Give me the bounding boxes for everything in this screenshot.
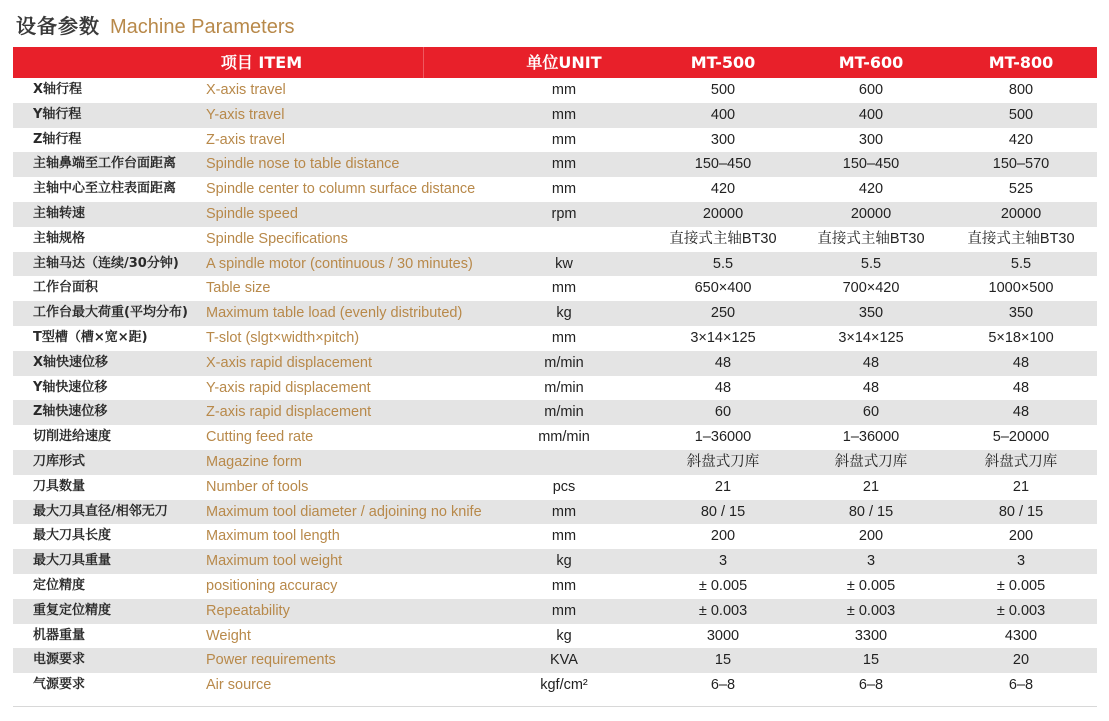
param-name-en: Maximum tool weight <box>206 553 343 570</box>
value-mt600: 6–8 <box>858 677 884 694</box>
param-name-en: positioning accuracy <box>206 577 338 594</box>
value-mt800: 4300 <box>1004 627 1038 644</box>
value-mt500: 3 <box>718 553 728 570</box>
value-mt500: 300 <box>710 131 736 148</box>
param-unit: kgf/cm² <box>540 677 588 694</box>
param-name-cn: 刀具数量 <box>33 478 86 494</box>
value-mt600: 5.5 <box>860 255 882 272</box>
value-mt600: 700×420 <box>842 280 900 297</box>
value-mt800: 1000×500 <box>988 280 1054 297</box>
table-row <box>13 500 1097 525</box>
table-row <box>13 524 1097 549</box>
value-mt600: 斜盘式刀库 <box>834 453 908 470</box>
header-item: 项目 ITEM <box>220 53 303 72</box>
value-mt800: 350 <box>1008 305 1034 322</box>
param-name-en: Magazine form <box>206 453 302 470</box>
table-row <box>13 177 1097 202</box>
param-name-en: Cutting feed rate <box>206 429 314 446</box>
table-row <box>13 425 1097 450</box>
table-row <box>13 152 1097 177</box>
param-unit: m/min <box>544 379 584 396</box>
value-mt500: 15 <box>714 652 732 669</box>
value-mt800: 200 <box>1008 528 1034 545</box>
value-mt800: 48 <box>1012 379 1030 396</box>
param-name-cn: 电源要求 <box>33 652 86 668</box>
value-mt800: 5×18×100 <box>988 329 1054 346</box>
value-mt500: 48 <box>714 354 732 371</box>
param-unit: rpm <box>551 205 577 222</box>
value-mt800: 3 <box>1016 553 1026 570</box>
param-name-en: Repeatability <box>206 602 290 619</box>
value-mt600: 48 <box>862 354 880 371</box>
param-name-cn: 主轴转速 <box>33 205 86 221</box>
param-unit: mm <box>551 528 577 545</box>
value-mt800: 21 <box>1012 478 1030 495</box>
value-mt800: 800 <box>1008 82 1034 98</box>
param-name-en: Spindle center to column surface distance <box>206 181 476 198</box>
value-mt500: 20000 <box>702 205 744 222</box>
param-unit: mm <box>551 280 577 297</box>
value-mt600: ± 0.003 <box>846 602 896 619</box>
value-mt600: 48 <box>862 379 880 396</box>
value-mt500: 500 <box>710 82 736 98</box>
value-mt500: 直接式主轴BT30 <box>669 230 777 247</box>
page-title-english: Machine Parameters <box>110 16 295 38</box>
param-name-en: Spindle nose to table distance <box>206 156 400 173</box>
table-row <box>13 276 1097 301</box>
table-bottom-divider <box>13 706 1097 707</box>
param-name-en: Air source <box>206 677 272 694</box>
param-name-cn: 定位精度 <box>33 577 86 593</box>
value-mt600: 3300 <box>854 627 888 644</box>
param-name-cn: 气源要求 <box>33 677 86 693</box>
table-row <box>13 599 1097 624</box>
value-mt800: 5–20000 <box>992 429 1050 446</box>
header-model-mt500: MT-500 <box>690 53 756 72</box>
param-name-en: Spindle Specifications <box>206 230 348 247</box>
value-mt500: 6–8 <box>710 677 736 694</box>
value-mt600: 350 <box>858 305 884 322</box>
table-row <box>13 400 1097 425</box>
param-name-cn: 最大刀具直径/相邻无刀 <box>33 503 168 519</box>
value-mt500: 250 <box>710 305 736 322</box>
value-mt500: 48 <box>714 379 732 396</box>
param-name-en: X-axis travel <box>206 82 286 98</box>
value-mt600: 300 <box>858 131 884 148</box>
table-body <box>13 78 1097 698</box>
value-mt600: 3 <box>866 553 876 570</box>
param-name-en: X-axis rapid displacement <box>206 354 373 371</box>
param-name-cn: 最大刀具重量 <box>33 553 112 569</box>
param-unit: mm <box>551 181 577 198</box>
value-mt500: ± 0.003 <box>698 602 748 619</box>
value-mt500: 80 / 15 <box>700 503 746 520</box>
param-unit: pcs <box>552 478 576 495</box>
param-name-cn: X轴行程 <box>33 82 83 97</box>
value-mt600: 200 <box>858 528 884 545</box>
value-mt600: 80 / 15 <box>848 503 894 520</box>
param-unit: kg <box>556 305 572 322</box>
param-name-en: Weight <box>206 627 251 644</box>
param-name-en: A spindle motor (continuous / 30 minutes) <box>206 255 473 272</box>
header-unit: 单位UNIT <box>526 53 602 72</box>
value-mt500: 5.5 <box>712 255 734 272</box>
value-mt500: 200 <box>710 528 736 545</box>
value-mt600: 60 <box>862 404 880 421</box>
param-name-cn: 刀库形式 <box>33 453 86 469</box>
table-row <box>13 376 1097 401</box>
param-name-cn: X轴快速位移 <box>33 354 109 370</box>
param-unit: kg <box>556 627 572 644</box>
value-mt500: 400 <box>710 106 736 123</box>
table-row <box>13 574 1097 599</box>
param-name-en: Maximum tool diameter / adjoining no knife <box>206 503 482 520</box>
value-mt800: 48 <box>1012 404 1030 421</box>
value-mt800: 48 <box>1012 354 1030 371</box>
value-mt500: 1–36000 <box>694 429 752 446</box>
value-mt800: 斜盘式刀库 <box>984 453 1058 470</box>
table-row <box>13 202 1097 227</box>
value-mt800: 420 <box>1008 131 1034 148</box>
table-row <box>13 252 1097 277</box>
value-mt500: 3×14×125 <box>690 329 756 346</box>
param-name-en: Z-axis rapid displacement <box>206 404 372 421</box>
param-name-cn: T型槽（槽×宽×距) <box>33 329 148 345</box>
param-unit: mm/min <box>538 429 590 446</box>
value-mt600: 1–36000 <box>842 429 900 446</box>
param-unit: mm <box>551 577 577 594</box>
value-mt500: 420 <box>710 181 736 198</box>
param-name-en: T-slot (slgt×width×pitch) <box>206 329 360 346</box>
table-row <box>13 450 1097 475</box>
param-name-en: Maximum table load (evenly distributed) <box>206 305 463 322</box>
value-mt800: 500 <box>1008 106 1034 123</box>
param-name-en: Y-axis travel <box>206 106 285 123</box>
param-name-cn: 主轴规格 <box>33 230 86 246</box>
value-mt600: ± 0.005 <box>846 577 896 594</box>
parameters-table <box>13 47 1097 698</box>
value-mt500: ± 0.005 <box>698 577 748 594</box>
value-mt800: 150–570 <box>992 156 1050 173</box>
table-row <box>13 673 1097 698</box>
table-row <box>13 648 1097 673</box>
param-unit: mm <box>551 156 577 173</box>
value-mt800: 6–8 <box>1008 677 1034 694</box>
param-name-cn: 工作台面积 <box>33 280 99 296</box>
header-divider <box>423 47 424 78</box>
param-unit: kw <box>555 255 573 272</box>
param-unit: mm <box>551 329 577 346</box>
value-mt600: 15 <box>862 652 880 669</box>
value-mt800: 525 <box>1008 181 1034 198</box>
param-unit: mm <box>551 503 577 520</box>
param-name-en: Number of tools <box>206 478 309 495</box>
header-model-mt600: MT-600 <box>838 53 904 72</box>
table-header <box>13 47 1097 78</box>
value-mt600: 21 <box>862 478 880 495</box>
value-mt800: 5.5 <box>1010 255 1032 272</box>
param-name-en: Spindle speed <box>206 205 298 222</box>
param-name-en: Table size <box>206 280 271 297</box>
param-unit: KVA <box>550 652 578 669</box>
value-mt600: 420 <box>858 181 884 198</box>
table-row <box>13 475 1097 500</box>
value-mt500: 60 <box>714 404 732 421</box>
param-name-en: Y-axis rapid displacement <box>206 379 371 396</box>
table-row <box>13 326 1097 351</box>
param-name-cn: 重复定位精度 <box>33 602 112 618</box>
param-name-cn: 工作台最大荷重(平均分布) <box>33 305 188 321</box>
param-name-cn: Y轴行程 <box>33 106 82 122</box>
table-row <box>13 301 1097 326</box>
param-name-cn: 切削进给速度 <box>33 429 112 445</box>
page-title <box>16 10 295 42</box>
value-mt500: 21 <box>714 478 732 495</box>
table-row <box>13 128 1097 153</box>
param-name-cn: 机器重量 <box>33 627 86 643</box>
value-mt800: 20 <box>1012 652 1030 669</box>
value-mt500: 150–450 <box>694 156 752 173</box>
param-name-cn: Y轴快速位移 <box>33 379 108 395</box>
param-unit: m/min <box>544 404 584 421</box>
value-mt500: 3000 <box>706 627 740 644</box>
value-mt500: 斜盘式刀库 <box>686 453 760 470</box>
value-mt600: 150–450 <box>842 156 900 173</box>
table-row <box>13 549 1097 574</box>
table-row <box>13 351 1097 376</box>
table-row <box>13 78 1097 103</box>
param-unit: mm <box>551 131 577 148</box>
value-mt500: 650×400 <box>694 280 752 297</box>
value-mt800: 直接式主轴BT30 <box>967 230 1075 247</box>
param-name-cn: 主轴马达（连续/30分钟) <box>33 255 179 271</box>
param-name-cn: 最大刀具长度 <box>33 528 112 544</box>
param-name-en: Power requirements <box>206 652 336 669</box>
table-row <box>13 227 1097 252</box>
value-mt600: 400 <box>858 106 884 123</box>
param-unit <box>499 450 629 475</box>
param-name-cn: Z轴快速位移 <box>33 404 108 420</box>
param-name-cn: 主轴鼻端至工作台面距离 <box>33 156 177 172</box>
value-mt600: 20000 <box>850 205 892 222</box>
param-unit: mm <box>551 602 577 619</box>
value-mt600: 3×14×125 <box>838 329 904 346</box>
value-mt600: 直接式主轴BT30 <box>817 230 925 247</box>
param-unit: mm <box>551 106 577 123</box>
param-unit: mm <box>551 82 577 98</box>
header-model-mt800: MT-800 <box>988 53 1054 72</box>
param-name-en: Maximum tool length <box>206 528 340 545</box>
param-name-cn: 主轴中心至立柱表面距离 <box>33 181 177 197</box>
table-row <box>13 624 1097 649</box>
value-mt800: ± 0.003 <box>996 602 1046 619</box>
page-title-chinese: 设备参数 <box>16 14 100 38</box>
value-mt800: 80 / 15 <box>998 503 1044 520</box>
param-unit: kg <box>556 553 572 570</box>
value-mt800: ± 0.005 <box>996 577 1046 594</box>
table-row <box>13 103 1097 128</box>
param-name-cn: Z轴行程 <box>33 131 82 147</box>
param-unit: m/min <box>544 354 584 371</box>
param-name-en: Z-axis travel <box>206 131 285 148</box>
value-mt600: 600 <box>858 82 884 98</box>
value-mt800: 20000 <box>1000 205 1042 222</box>
param-unit <box>499 227 629 252</box>
